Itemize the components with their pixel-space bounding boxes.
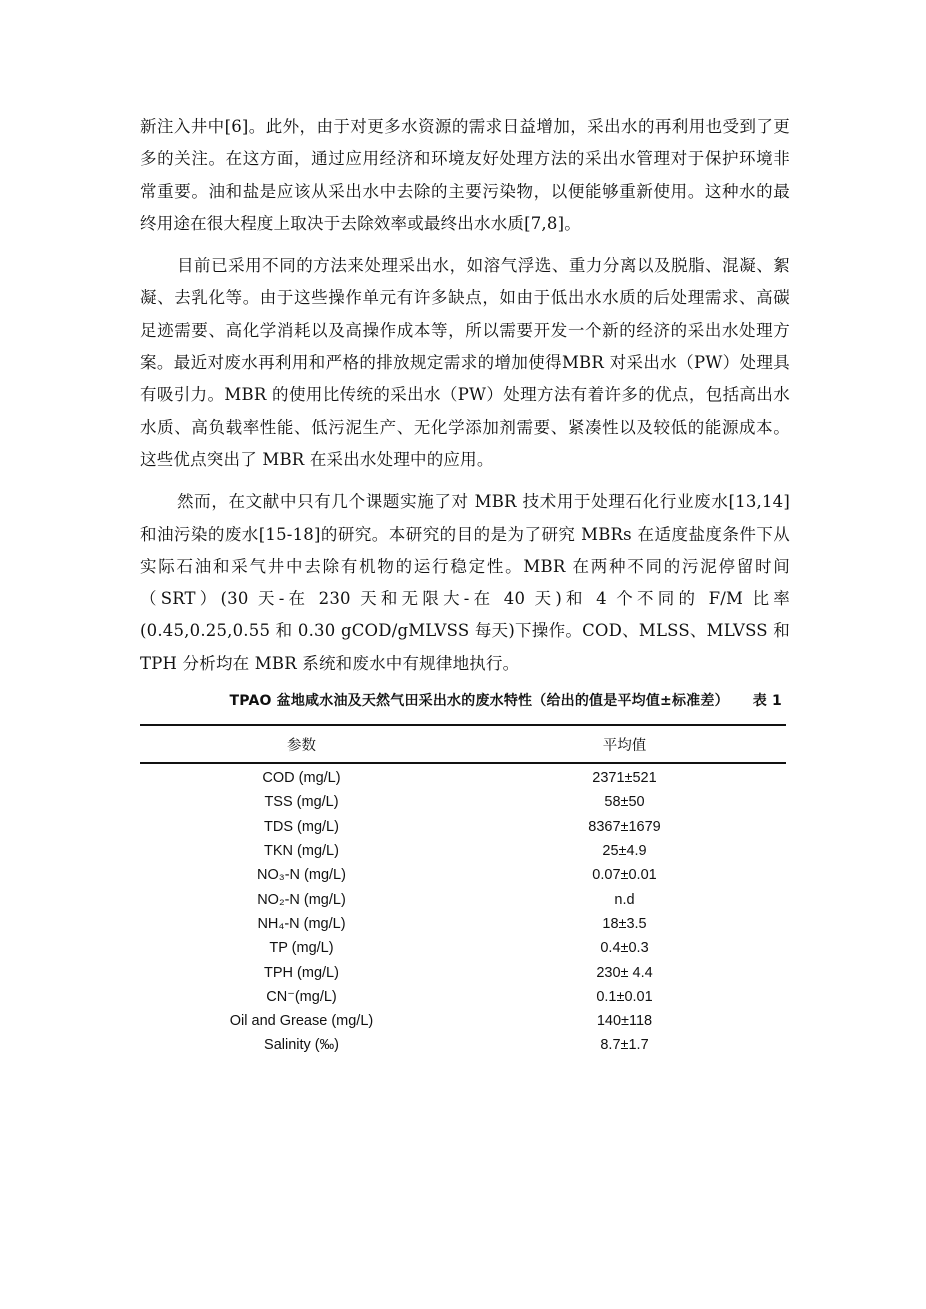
value-cell: 0.07±0.01 (592, 867, 657, 884)
parameter-cell: NH₄-N (mg/L) (257, 915, 346, 932)
value-cell: 18±3.5 (602, 915, 647, 932)
value-cell: 0.1±0.01 (596, 988, 653, 1005)
value-cell: 0.4±0.3 (600, 940, 649, 957)
parameter-cell: TSS (mg/L) (264, 794, 339, 811)
document-page (140, 111, 790, 1058)
table-body (140, 763, 786, 1058)
parameter-cell: COD (mg/L) (262, 770, 341, 787)
parameter-cell: TPH (mg/L) (264, 964, 339, 981)
parameter-cell: NO₃-N (mg/L) (257, 867, 346, 884)
value-cell: 230± 4.4 (596, 964, 653, 981)
table-row (140, 863, 786, 887)
table-row (140, 1033, 786, 1057)
value-cell: 8367±1679 (588, 818, 661, 835)
table-row (140, 985, 786, 1009)
table-caption-label: 表 1 (752, 693, 782, 710)
table-row (140, 839, 786, 863)
paragraph-continuation: 新注入井中[6]。此外，由于对更多水资源的需求日益增加，采出水的再利用也受到了更多的关注。在这方面，通过应用经济和环境友好处理方法的采出水管理对于保护环境非常重要。油和盐是应该从采出水中去除的主要污染物，以便能够重新使用。这种水的最终用途在很大程度上取决于去除效率或最终出水水质[7,8]。 (140, 117, 790, 233)
wastewater-characteristics-table (140, 724, 786, 1058)
table-row (140, 790, 786, 814)
value-cell: 25±4.9 (602, 843, 647, 860)
parameter-cell: Oil and Grease (mg/L) (229, 1013, 374, 1030)
value-cell: n.d (614, 891, 635, 908)
table-caption-text: TPAO 盆地咸水油及天然气田采出水的废水特性（给出的值是平均值±标准差） (229, 693, 729, 710)
value-cell: 140±118 (596, 1013, 653, 1030)
paragraph-study-objective: 然而，在文献中只有几个课题实施了对 MBR 技术用于处理石化行业废水[13,14]和油污染的废水[15-18]的研究。本研究的目的是为了研究 MBRs 在适度盐度条件下从实际石油和采气井中去除有机物的运行稳定性。MBR 在两种不同的污泥停留时间（SRT）(30 天-在 230 天和无限大-在 40 天)和 4 个不同的 F/M 比率(0.45,0.25,0.55 和 0.30 gCOD/gMLVSS 每天)下操作。COD、MLSS、MLVSS 和 TPH 分析均在 MBR 系统和废水中有规律地执行。 (140, 492, 790, 673)
parameter-cell: TKN (mg/L) (264, 843, 339, 860)
value-cell: 58±50 (604, 794, 645, 811)
table-header-row (140, 725, 786, 763)
header-mean-value: 平均值 (463, 725, 786, 763)
parameter-cell: TDS (mg/L) (264, 818, 339, 835)
table-row (140, 936, 786, 960)
parameter-cell: CN⁻(mg/L) (266, 988, 337, 1005)
table-row (140, 912, 786, 936)
table-row (140, 763, 786, 790)
table-caption (140, 690, 790, 712)
paragraph-treatment-methods: 目前已采用不同的方法来处理采出水，如溶气浮选、重力分离以及脱脂、混凝、絮凝、去乳化等。由于这些操作单元有许多缺点，如由于低出水水质的后处理需求、高碳足迹需要、高化学消耗以及高操作成本等，所以需要开发一个新的经济的采出水处理方案。最近对废水再利用和严格的排放规定需求的增加使得MBR 对采出水（PW）处理具有吸引力。MBR 的使用比传统的采出水（PW）处理方法有着许多的优点，包括高出水水质、高负载率性能、低污泥生产、无化学添加剂需要、紧凑性以及较低的能源成本。这些优点突出了 MBR 在采出水处理中的应用。 (140, 256, 790, 469)
table-row (140, 888, 786, 912)
parameter-cell: Salinity (‰) (264, 1037, 339, 1054)
parameter-cell: TP (mg/L) (269, 940, 334, 957)
parameter-cell: NO₂-N (mg/L) (257, 891, 346, 908)
table-row (140, 815, 786, 839)
header-parameter: 参数 (140, 725, 463, 763)
value-cell: 8.7±1.7 (600, 1037, 649, 1054)
value-cell: 2371±521 (592, 770, 657, 787)
table-row (140, 1009, 786, 1033)
table-row (140, 960, 786, 984)
